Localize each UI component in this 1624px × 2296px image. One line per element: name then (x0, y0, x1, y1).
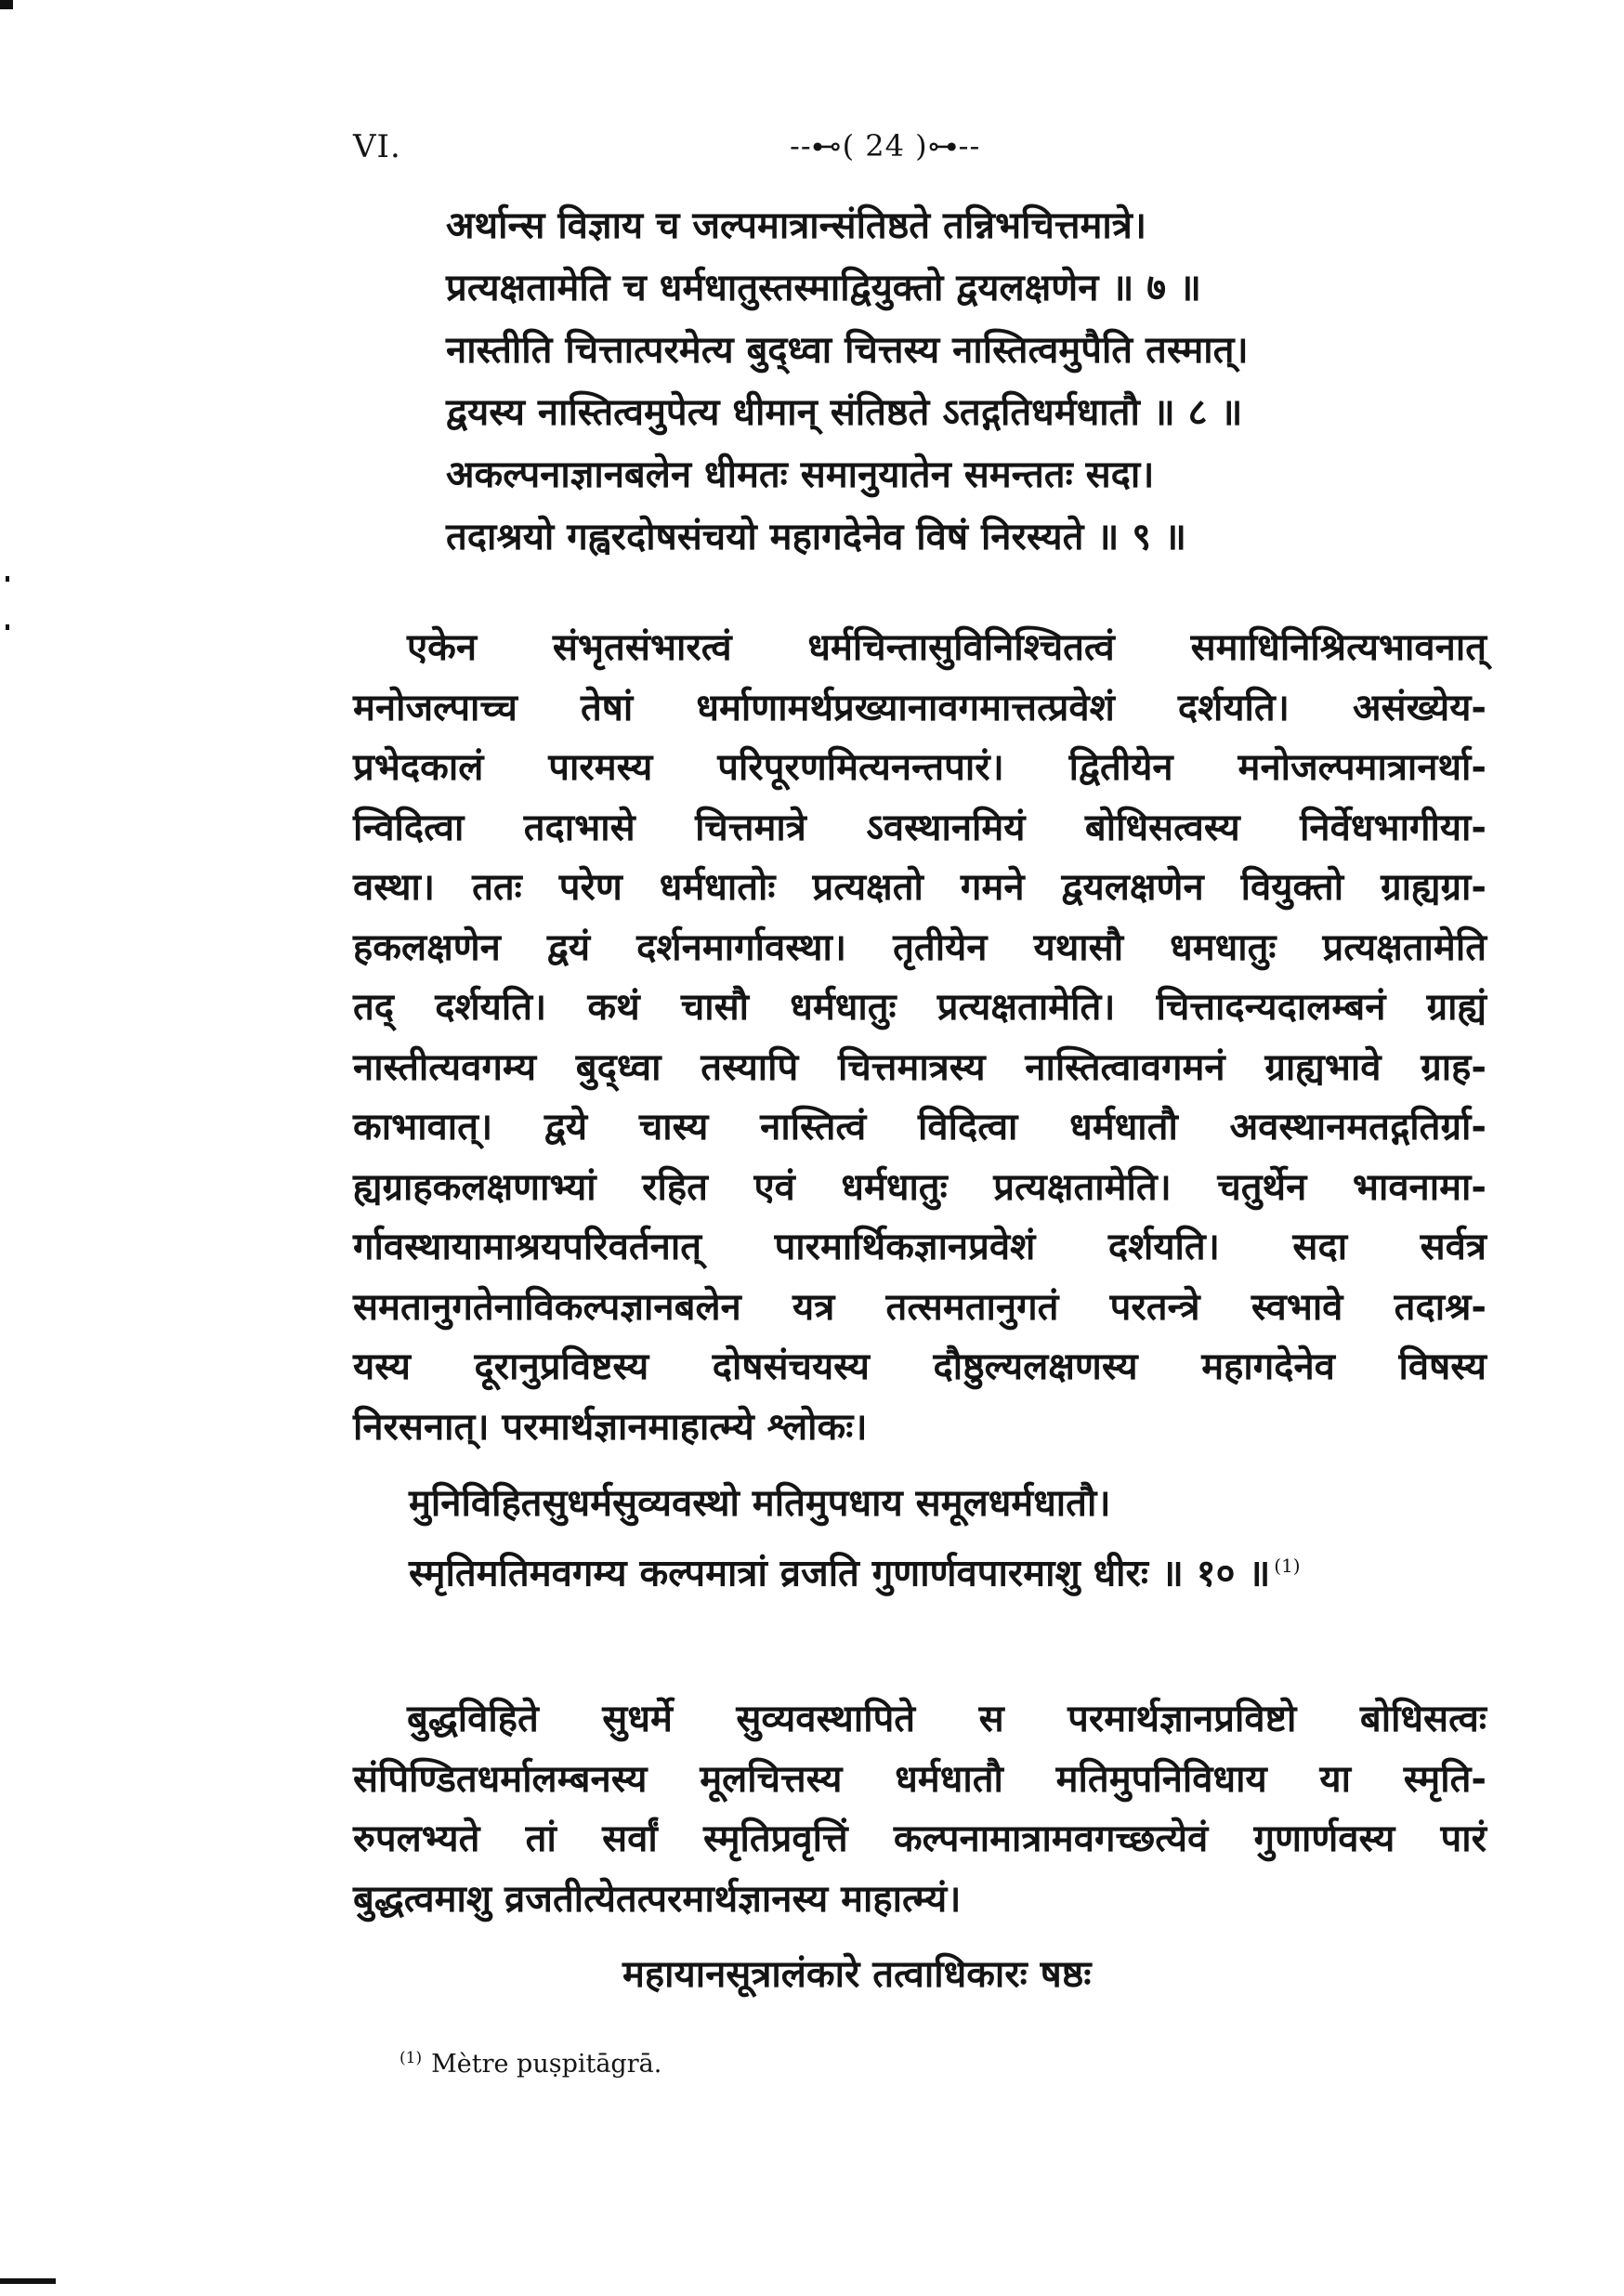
commentary-line: र्गावस्थायामाश्रयपरिवर्तनात् पारमार्थिकज्ञानप्रवेशं दर्शयति। सदा सर्वत्र (353, 1226, 1486, 1268)
scan-edge-mark (0, 2278, 56, 2284)
verse-line: मुनिविहितसुधर्मसुव्यवस्थो मतिमुपधाय समूलधर्मधातौ। (409, 1482, 1111, 1525)
commentary-line: रुपलभ्यते तां सर्वां स्मृतिप्रवृत्तिं कल्पनामात्रामवगच्छत्येवं गुणार्णवस्य पारं (353, 1817, 1486, 1860)
commentary-line: एकेन संभृतसंभारत्वं धर्मचिन्तासुविनिश्चितत्वं समाधिनिश्रित्यभावनात् (407, 626, 1486, 669)
verse-line: अर्थान्स विज्ञाय च जल्पमात्रान्संतिष्ठते तन्निभचित्तमात्रे। (446, 204, 1147, 247)
footnote-text: Mètre puṣpitāgrā. (431, 2050, 662, 2079)
verse-line: द्वयस्य नास्तित्वमुपेत्य धीमान् संतिष्ठते ऽतद्गतिधर्मधातौ ॥ ८ ॥ (446, 391, 1243, 434)
page-number: --⊷( 24 )⊶-- (790, 128, 981, 164)
footnote (399, 2049, 661, 2079)
commentary-line: ह्यग्राहकलक्षणाभ्यां रहित एवं धर्मधातुः प्रत्यक्षतामेति। चतुर्थेन भावनामा- (353, 1165, 1486, 1209)
commentary-line: नास्तीत्यवगम्य बुद्ध्वा तस्यापि चित्तमात्रस्य नास्तित्वावगमनं ग्राह्यभावे ग्राह- (353, 1045, 1486, 1089)
verse-line (409, 1535, 1468, 1605)
verse-line: प्रत्यक्षतामेति च धर्मधातुस्तस्माद्वियुक्तो द्वयलक्षणेन ॥ ७ ॥ (446, 267, 1201, 309)
commentary-paragraph-2 (353, 1689, 1486, 1929)
verse-line: अकल्पनाज्ञानबलेन धीमतः समानुयातेन समन्ततः सदा। (446, 453, 1155, 496)
commentary-line: मनोजल्पाच्च तेषां धर्माणामर्थप्रख्यानावगमात्तत्प्रवेशं दर्शयति। असंख्येय- (353, 686, 1486, 729)
commentary-line: न्विदित्वा तदाभासे चित्तमात्रे ऽवस्थानमियं बोधिसत्वस्य निर्वेधभागीया- (353, 806, 1486, 849)
commentary-line: समतानुगतेनाविकल्पज्ञानबलेन यत्र तत्समतानुगतं परतन्त्रे स्वभावे तदाश्र- (353, 1285, 1486, 1329)
footnote-reference: (1) (1274, 1555, 1301, 1577)
commentary-line: वस्था। ततः परेण धर्मधातोः प्रत्यक्षतो गमने द्वयलक्षणेन वियुक्तो ग्राह्यग्रा- (353, 866, 1486, 909)
verse-line: तदाश्रयो गह्वरदोषसंचयो महागदेनेव विषं निरस्यते ॥ ९ ॥ (446, 516, 1186, 558)
commentary-line: यस्य दूरानुप्रविष्टस्य दोषसंचयस्य दौष्ठुल्यलक्षणस्य महागदेनेव विषस्य (353, 1345, 1486, 1388)
commentary-line: निरसनात्। परमार्थज्ञानमाहात्म्ये श्लोकः। (353, 1405, 868, 1449)
footnote-marker: (1) (399, 2049, 423, 2067)
section-mark: VI. (353, 128, 401, 165)
scan-edge-mark (0, 0, 13, 9)
page-header (353, 128, 1394, 184)
commentary-line: हकलक्षणेन द्वयं दर्शनमार्गावस्था। तृतीयेन यथासौ धमधातुः प्रत्यक्षतामेति (353, 925, 1486, 969)
commentary-line: तद् दर्शयति। कथं चासौ धर्मधातुः प्रत्यक्षतामेति। चित्तादन्यदालम्बनं ग्राह्यं (353, 986, 1486, 1029)
commentary-line: प्रभेदकालं पारमस्य परिपूरणमित्यनन्तपारं। द्वितीयेन मनोजल्पमात्रानर्था- (353, 746, 1486, 789)
commentary-line: काभावात्। द्वये चास्य नास्तित्वं विदित्वा धर्मधातौ अवस्थानमतद्गतिर्ग्रा- (353, 1106, 1486, 1148)
commentary-line: बुद्धत्वमाशु व्रजतीत्येतत्परमार्थज्ञानस्य माहात्म्यं। (353, 1877, 962, 1921)
commentary-paragraph-1 (353, 618, 1486, 1457)
scan-edge-mark (6, 576, 9, 582)
scan-edge-mark (6, 624, 9, 630)
verse-line-text: स्मृतिमतिमवगम्य कल्पमात्रां व्रजति गुणार्णवपारमाशु धीरः ॥ १० ॥ (409, 1552, 1271, 1595)
verse-10 (409, 1473, 1468, 1605)
chapter-colophon: महायानसूत्रालंकारे तत्वाधिकारः षष्ठः (622, 1953, 1092, 1996)
verses-7-9 (446, 195, 1449, 569)
commentary-line: बुद्धविहिते सुधर्मे सुव्यवस्थापिते स परमार्थज्ञानप्रविष्टो बोधिसत्वः (407, 1698, 1486, 1740)
commentary-line: संपिण्डितधर्मालम्बनस्य मूलचित्तस्य धर्मधातौ मतिमुपनिविधाय या स्मृति- (353, 1757, 1486, 1801)
verse-line: नास्तीति चित्तात्परमेत्य बुद्ध्वा चित्तस्य नास्तित्वमुपैति तस्मात्। (446, 329, 1249, 372)
